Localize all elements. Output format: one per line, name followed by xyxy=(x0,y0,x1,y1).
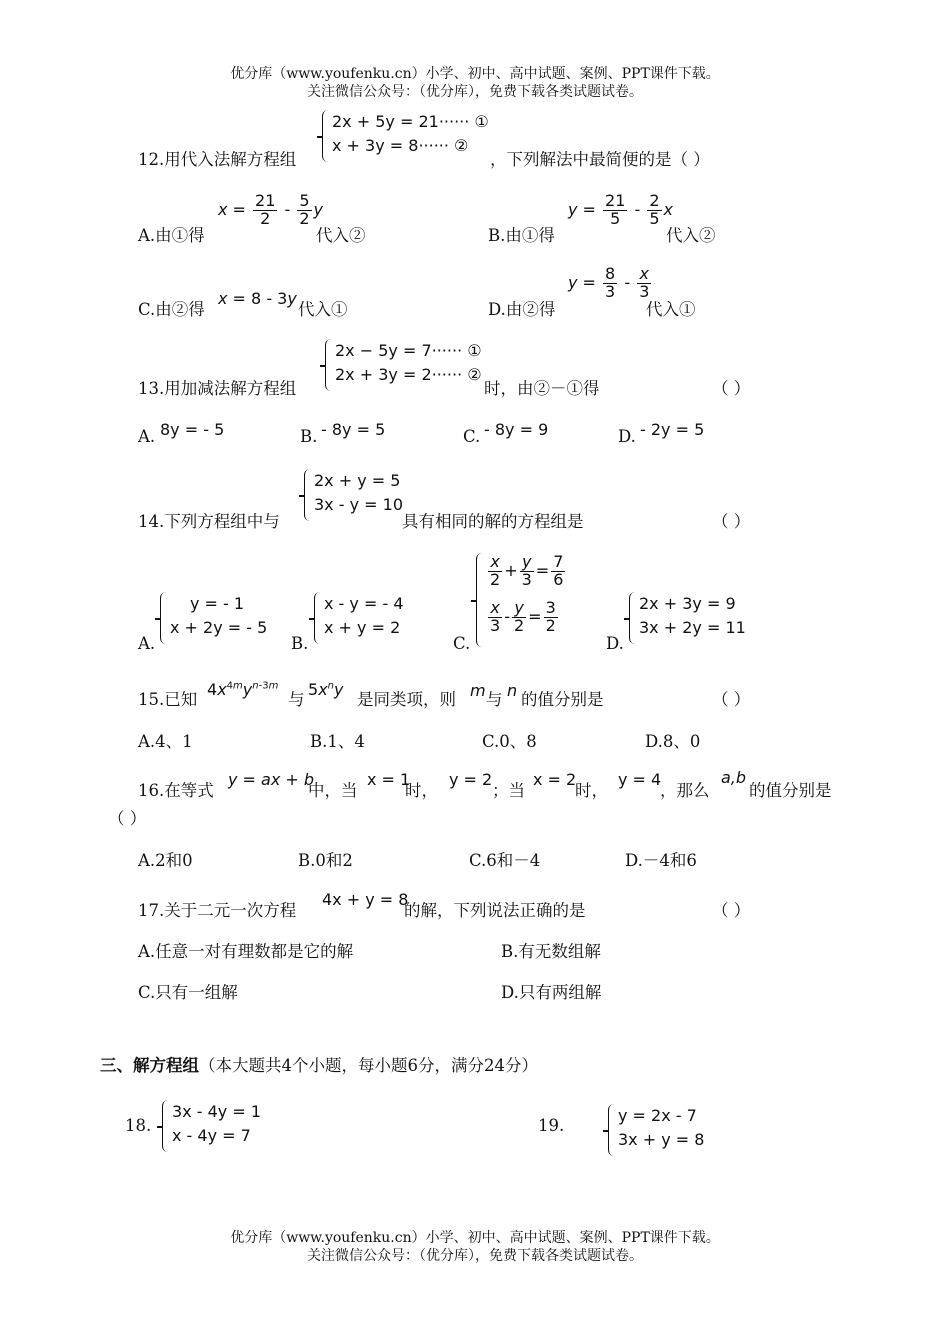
q13-tail: 时，由②－①得 xyxy=(484,379,600,398)
q16-text-3: ；当 xyxy=(492,781,525,800)
q14-a-eq1: y = - 1 xyxy=(190,594,245,613)
q15-var-m: m xyxy=(470,681,486,700)
q16-ab: a,b xyxy=(721,768,747,787)
q15-option-b: B.1、4 xyxy=(310,732,365,751)
q14-option-d-system xyxy=(629,592,746,644)
q12-option-c-label: C.由②得 xyxy=(138,300,205,319)
q13-option-c-math: - 8y = 9 xyxy=(484,420,549,439)
q13-option-a-label: A. xyxy=(138,427,156,446)
q12-option-a-post: 代入② xyxy=(316,226,366,245)
q16-text-5: ，那么 xyxy=(660,781,710,800)
q13-option-d-math: - 2y = 5 xyxy=(640,420,705,439)
q13-eq1: 2x − 5y = 7······ ① xyxy=(335,341,482,360)
q12-option-b-label: B.由①得 xyxy=(488,226,555,245)
q14-eq1: 2x + y = 5 xyxy=(314,471,401,490)
q19-label: 19. xyxy=(538,1116,565,1135)
q12-option-d-label: D.由②得 xyxy=(488,300,556,319)
section-3-heading xyxy=(100,1052,538,1076)
q13-option-b-label: B. xyxy=(300,427,318,446)
q17-option-c: C.只有一组解 xyxy=(138,983,238,1002)
q14-a-eq2: x + 2y = - 5 xyxy=(170,618,268,637)
q18-eq1: 3x - 4y = 1 xyxy=(172,1102,261,1121)
q14-stem: 14.下列方程组中与 xyxy=(138,512,280,531)
q17-option-d: D.只有两组解 xyxy=(501,983,602,1002)
q14-option-a-system xyxy=(160,592,267,644)
q18-system xyxy=(162,1100,261,1152)
q17-tail: 的解，下列说法正确的是 xyxy=(404,901,586,920)
q14-system xyxy=(304,469,403,521)
q15-option-d: D.8、0 xyxy=(645,732,701,751)
section-3-title: 三、解方程组 xyxy=(100,1056,199,1075)
q12-option-c-post: 代入① xyxy=(298,300,348,319)
q13-eq2: 2x + 3y = 2······ ② xyxy=(335,365,482,384)
q14-d-eq2: 3x + 2y = 11 xyxy=(639,618,746,637)
q19-system xyxy=(608,1104,704,1156)
q15-tail3: 的值分别是 xyxy=(521,690,604,709)
q12-option-d-post: 代入① xyxy=(646,300,696,319)
q15-option-a: A.4、1 xyxy=(138,732,193,751)
q16-stem: 16.在等式 xyxy=(138,781,214,800)
q13-answer-paren: （ ） xyxy=(712,379,751,398)
q16-y2: y = 4 xyxy=(618,770,662,789)
q18-label: 18. xyxy=(125,1116,152,1135)
header-line-1: 优分库（www.youfenku.cn）小学、初中、高中试题、案例、PPT课件下载。 xyxy=(230,66,720,82)
q16-x1: x = 1 xyxy=(367,770,411,789)
q16-option-b: B.0和2 xyxy=(298,851,353,870)
q13-option-b-math: - 8y = 5 xyxy=(321,420,386,439)
q19-eq2: 3x + y = 8 xyxy=(618,1130,705,1149)
q17-option-a: A.任意一对有理数都是它的解 xyxy=(138,942,354,961)
q14-c-eq1: $\frac{x}{2}$ + $\frac{y}{3}$ = $\frac{7}{6}$ xyxy=(490,552,564,589)
q16-text-6: 的值分别是 xyxy=(749,781,832,800)
q15-tail1: 是同类项，则 xyxy=(357,690,456,709)
q14-c-eq2: $\frac{x}{3}$ - $\frac{y}{2}$ = $\frac{3}{2}$ xyxy=(490,598,556,635)
q14-option-d-label: D. xyxy=(606,634,624,653)
q14-option-b-system xyxy=(314,592,404,644)
q14-tail: 具有相同的解的方程组是 xyxy=(402,512,584,531)
q16-x2: x = 2 xyxy=(533,770,577,789)
q16-text-1: 中，当 xyxy=(308,781,358,800)
q15-tail2: 与 xyxy=(486,690,503,709)
q14-b-eq2: x + y = 2 xyxy=(324,618,401,637)
q17-equation: 4x + y = 8 xyxy=(322,890,409,909)
q13-option-c-label: C. xyxy=(463,427,481,446)
q12-option-b-math: y = $\frac{21}{5}$ - $\frac{2}{5}$ x xyxy=(568,191,674,228)
footer-line-2: 关注微信公众号：（优分库），免费下载各类试题试卷。 xyxy=(307,1248,643,1264)
q13-option-a-math: 8y = - 5 xyxy=(160,420,225,439)
q14-option-b-label: B. xyxy=(291,634,309,653)
q16-y1: y = 2 xyxy=(449,770,493,789)
q12-eq2: x + 3y = 8······ ② xyxy=(332,136,469,155)
q16-answer-paren: （ ） xyxy=(108,809,147,828)
q15-stem: 15.已知 xyxy=(138,690,198,709)
q13-option-d-label: D. xyxy=(618,427,636,446)
q12-option-a-label: A.由①得 xyxy=(138,226,205,245)
q16-equation: y = ax + b xyxy=(228,770,315,789)
q16-option-d: D.－4和6 xyxy=(625,851,697,870)
q12-eq1: 2x + 5y = 21······ ① xyxy=(332,112,489,131)
q12-stem: 12.用代入法解方程组 xyxy=(138,150,297,169)
q17-stem: 17.关于二元一次方程 xyxy=(138,901,297,920)
q16-text-4: 时， xyxy=(575,781,608,800)
q13-system xyxy=(325,339,482,391)
q15-answer-paren: （ ） xyxy=(712,690,751,709)
q12-system xyxy=(322,110,489,162)
q17-answer-paren: （ ） xyxy=(712,901,751,920)
q16-option-a: A.2和0 xyxy=(138,851,193,870)
q14-option-c-label: C. xyxy=(453,634,471,653)
q12-option-d-math: y = $\frac{8}{3}$ - $\frac{x}{3}$ xyxy=(568,264,650,301)
q12-tail: ，下列解法中最简便的是（ ） xyxy=(490,150,710,169)
q14-answer-paren: （ ） xyxy=(712,512,751,531)
q16-text-2: 时， xyxy=(405,781,438,800)
q14-eq2: 3x - y = 10 xyxy=(314,495,403,514)
q14-d-eq1: 2x + 3y = 9 xyxy=(639,594,736,613)
header-line-2: 关注微信公众号：（优分库），免费下载各类试题试卷。 xyxy=(307,84,643,100)
q15-option-c: C.0、8 xyxy=(482,732,537,751)
footer-line-1: 优分库（www.youfenku.cn）小学、初中、高中试题、案例、PPT课件下载。 xyxy=(230,1230,720,1246)
q15-term2: $5x^ny$ xyxy=(308,680,344,699)
q12-option-c-math: x = 8 - 3y xyxy=(218,289,297,308)
q12-option-b-post: 代入② xyxy=(666,226,716,245)
q14-option-c-system xyxy=(476,553,567,647)
q14-b-eq1: x - y = - 4 xyxy=(324,594,404,613)
q17-option-b: B.有无数组解 xyxy=(501,942,601,961)
q15-term1: $4x^{4m}y^{n-3m}$ xyxy=(207,680,279,699)
q18-eq2: x - 4y = 7 xyxy=(172,1126,251,1145)
q13-stem: 13.用加减法解方程组 xyxy=(138,379,297,398)
q19-eq1: y = 2x - 7 xyxy=(618,1106,697,1125)
q12-option-a-math: x = $\frac{21}{2}$ - $\frac{5}{2}$ y xyxy=(218,191,324,228)
q16-option-c: C.6和－4 xyxy=(469,851,541,870)
section-3-note: （本大题共4个小题，每小题6分，满分24分） xyxy=(199,1056,538,1075)
q15-mid: 与 xyxy=(288,690,305,709)
q14-option-a-label: A. xyxy=(138,634,156,653)
q15-var-n: n xyxy=(507,681,518,700)
